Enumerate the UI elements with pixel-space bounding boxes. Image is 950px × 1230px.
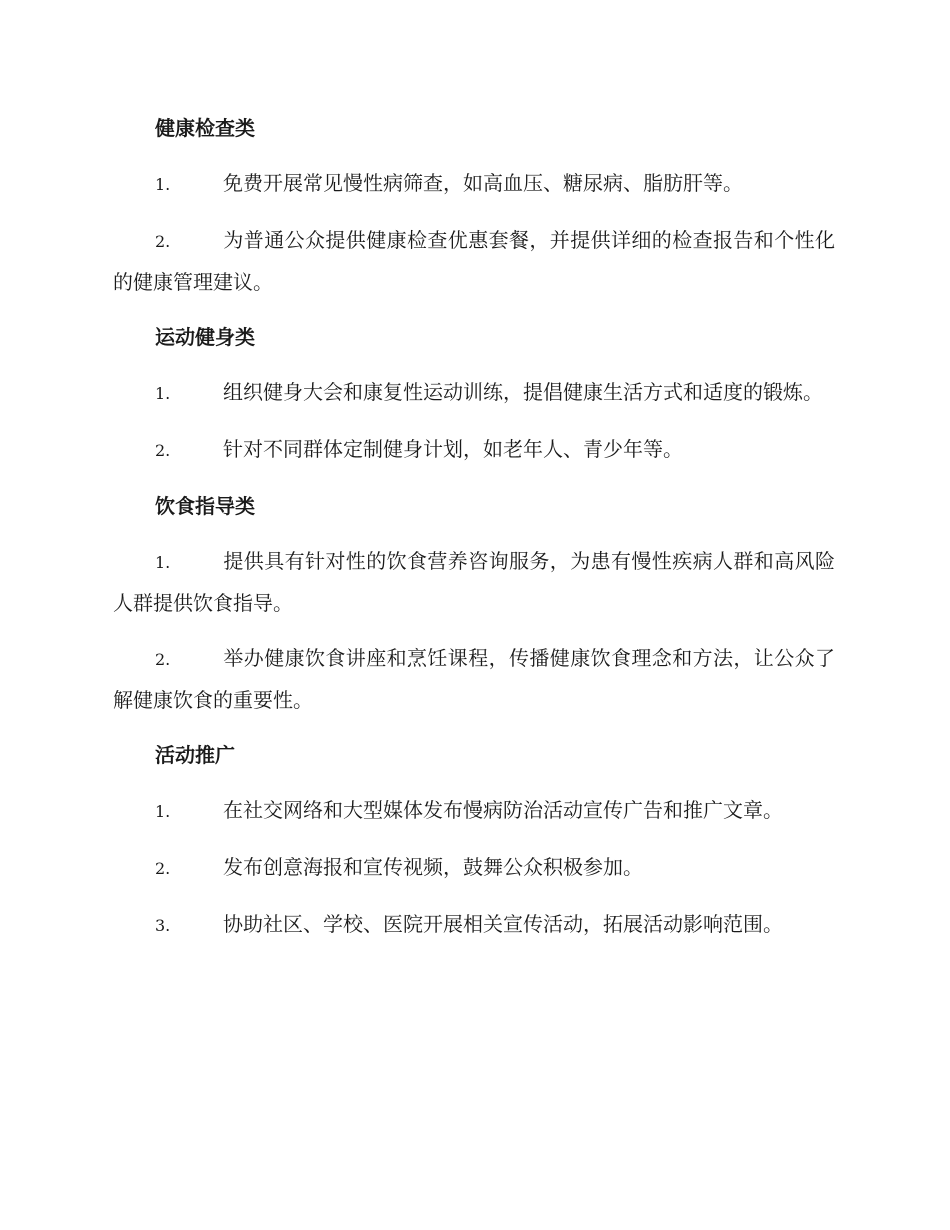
list-item-text: 免费开展常见慢性病筛查，如高血压、糖尿病、脂肪肝等。 (223, 171, 743, 195)
section-title: 饮食指导类 (155, 494, 255, 518)
list-item-text: 组织健身大会和康复性运动训练，提倡健康生活方式和适度的锻炼。 (223, 380, 823, 404)
list-item (113, 638, 835, 720)
list-item (113, 163, 835, 205)
list-item-number: 3. (155, 916, 171, 935)
section-diet (113, 486, 835, 720)
list-item (113, 904, 835, 946)
section-health-check (113, 108, 835, 302)
list-item (113, 372, 835, 414)
list-item-number: 2. (155, 650, 171, 669)
list-item-number: 1. (155, 384, 171, 403)
list-item-number: 2. (155, 859, 171, 878)
document-body (113, 108, 835, 961)
list-item-text: 发布创意海报和宣传视频，鼓舞公众积极参加。 (223, 855, 643, 879)
list-item (113, 541, 835, 623)
list-item-text: 为普通公众提供健康检查优惠套餐，并提供详细的检查报告和个性化的健康管理建议。 (113, 228, 835, 294)
list-item-number: 1. (155, 802, 171, 821)
list-item-number: 1. (155, 175, 171, 194)
list-item-text: 举办健康饮食讲座和烹饪课程，传播健康饮食理念和方法，让公众了解健康饮食的重要性。 (113, 646, 835, 712)
section-promotion (113, 735, 835, 946)
list-item-text: 协助社区、学校、医院开展相关宣传活动，拓展活动影响范围。 (223, 912, 783, 936)
list-item-number: 2. (155, 441, 171, 460)
list-item (113, 847, 835, 889)
list-item-number: 1. (155, 553, 171, 572)
list-item-text: 针对不同群体定制健身计划，如老年人、青少年等。 (223, 437, 683, 461)
section-title: 活动推广 (155, 743, 235, 767)
section-fitness (113, 317, 835, 471)
list-item (113, 220, 835, 302)
section-title: 运动健身类 (155, 325, 255, 349)
list-item-text: 在社交网络和大型媒体发布慢病防治活动宣传广告和推广文章。 (223, 798, 783, 822)
list-item (113, 429, 835, 471)
list-item (113, 790, 835, 832)
list-item-number: 2. (155, 232, 171, 251)
list-item-text: 提供具有针对性的饮食营养咨询服务，为患有慢性疾病人群和高风险人群提供饮食指导。 (113, 549, 835, 615)
section-title: 健康检查类 (155, 116, 255, 140)
